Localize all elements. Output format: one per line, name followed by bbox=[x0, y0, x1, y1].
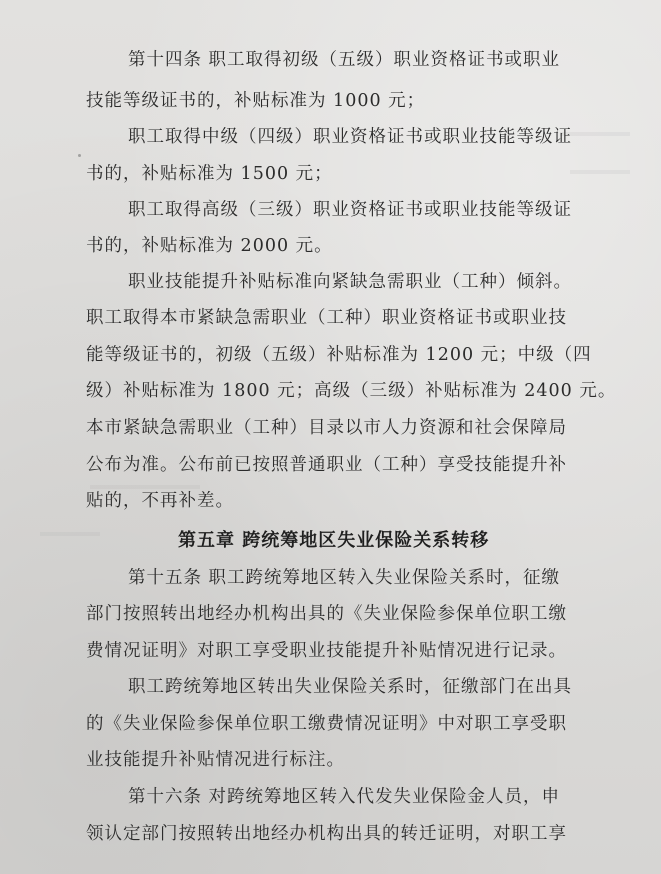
paragraph-shortage-line-4: 级）补贴标准为 1800 元；高级（三级）补贴标准为 2400 元。 bbox=[86, 381, 617, 401]
article-14-line-2: 技能等级证书的，补贴标准为 1000 元； bbox=[86, 91, 426, 111]
paragraph-shortage-line-6: 公布为准。公布前已按照普通职业（工种）享受技能提升补 bbox=[86, 455, 567, 475]
article-15-line-3: 费情况证明》对职工享受职业技能提升补贴情况进行记录。 bbox=[86, 641, 567, 661]
paper-speck bbox=[78, 154, 81, 157]
paragraph-shortage-line-3: 能等级证书的，初级（五级）补贴标准为 1200 元；中级（四 bbox=[86, 345, 592, 365]
article-16-line-1: 第十六条 对跨统筹地区转入代发失业保险金人员，申 bbox=[128, 787, 561, 807]
paragraph-shortage-line-5: 本市紧缺急需职业（工种）目录以市人力资源和社会保障局 bbox=[86, 418, 567, 438]
paragraph-advanced-line-1: 职工取得高级（三级）职业资格证书或职业技能等级证 bbox=[128, 200, 572, 220]
paragraph-shortage-line-1: 职业技能提升补贴标准向紧缺急需职业（工种）倾斜。 bbox=[128, 272, 572, 292]
paragraph-advanced-line-2: 书的，补贴标准为 2000 元。 bbox=[86, 236, 333, 256]
article-15-line-2: 部门按照转出地经办机构出具的《失业保险参保单位职工缴 bbox=[86, 604, 567, 624]
paragraph-intermediate-line-2: 书的，补贴标准为 1500 元； bbox=[86, 164, 333, 184]
bleed-through-mark bbox=[570, 170, 630, 174]
paragraph-intermediate-line-1: 职工取得中级（四级）职业资格证书或职业技能等级证 bbox=[128, 127, 572, 147]
article-16-line-2: 领认定部门按照转出地经办机构出具的转迁证明，对职工享 bbox=[86, 824, 567, 844]
paragraph-transfer-out-line-3: 业技能提升补贴情况进行标注。 bbox=[86, 750, 345, 770]
bleed-through-mark bbox=[40, 532, 100, 536]
paragraph-shortage-line-2: 职工取得本市紧缺急需职业（工种）职业资格证书或职业技 bbox=[86, 308, 567, 328]
article-15-line-1: 第十五条 职工跨统筹地区转入失业保险关系时，征缴 bbox=[128, 568, 561, 588]
bleed-through-mark bbox=[90, 485, 200, 489]
article-14-line-1: 第十四条 职工取得初级（五级）职业资格证书或职业 bbox=[128, 50, 561, 70]
paragraph-transfer-out-line-1: 职工跨统筹地区转出失业保险关系时，征缴部门在出具 bbox=[128, 677, 572, 697]
paragraph-shortage-line-7: 贴的，不再补差。 bbox=[86, 491, 234, 511]
paragraph-transfer-out-line-2: 的《失业保险参保单位职工缴费情况证明》中对职工享受职 bbox=[86, 714, 567, 734]
chapter-5-heading: 第五章 跨统筹地区失业保险关系转移 bbox=[178, 530, 490, 551]
